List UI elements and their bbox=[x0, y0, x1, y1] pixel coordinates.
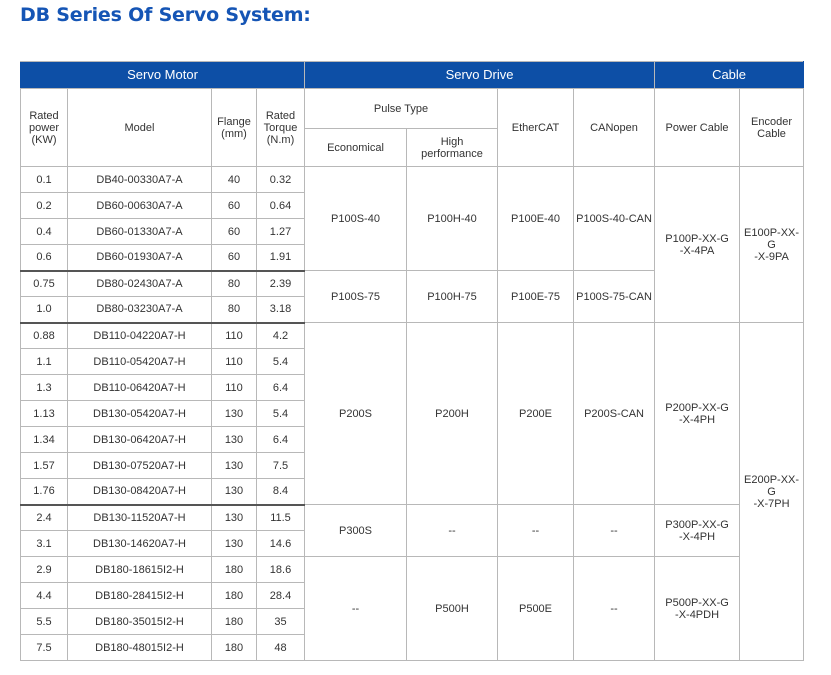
drive-ethercat-cell: P100E-40 bbox=[498, 167, 574, 271]
encoder-cable-cell: E200P-XX-G -X-7PH bbox=[740, 323, 804, 661]
flange-cell: 110 bbox=[212, 349, 257, 375]
model-cell: DB130-05420A7-H bbox=[68, 401, 212, 427]
drive-canopen-cell: P100S-75-CAN bbox=[574, 271, 655, 323]
model-cell: DB110-04220A7-H bbox=[68, 323, 212, 349]
power-cable-cell: P500P-XX-G -X-4PDH bbox=[655, 557, 740, 661]
flange-cell: 110 bbox=[212, 323, 257, 349]
col-header-model: Model bbox=[68, 89, 212, 167]
rated-power-cell: 1.57 bbox=[21, 453, 68, 479]
model-cell: DB110-05420A7-H bbox=[68, 349, 212, 375]
drive-canopen-cell: P200S-CAN bbox=[574, 323, 655, 505]
rated-power-cell: 3.1 bbox=[21, 531, 68, 557]
model-cell: DB60-01330A7-A bbox=[68, 219, 212, 245]
col-header-canopen: CANopen bbox=[574, 89, 655, 167]
rated-power-cell: 0.4 bbox=[21, 219, 68, 245]
col-header-flange: Flange (mm) bbox=[212, 89, 257, 167]
drive-high-performance-cell: -- bbox=[407, 505, 498, 557]
flange-cell: 130 bbox=[212, 505, 257, 531]
rated-power-cell: 2.4 bbox=[21, 505, 68, 531]
torque-cell: 48 bbox=[257, 635, 305, 661]
col-header-pulse-type: Pulse Type bbox=[305, 89, 498, 129]
rated-power-cell: 1.3 bbox=[21, 375, 68, 401]
drive-ethercat-cell: P100E-75 bbox=[498, 271, 574, 323]
flange-cell: 110 bbox=[212, 375, 257, 401]
rated-power-cell: 2.9 bbox=[21, 557, 68, 583]
model-cell: DB80-03230A7-A bbox=[68, 297, 212, 323]
group-header-servo-motor: Servo Motor bbox=[21, 62, 305, 89]
torque-cell: 5.4 bbox=[257, 401, 305, 427]
drive-canopen-cell: P100S-40-CAN bbox=[574, 167, 655, 271]
rated-power-cell: 1.76 bbox=[21, 479, 68, 505]
rated-power-cell: 1.34 bbox=[21, 427, 68, 453]
rated-power-cell: 5.5 bbox=[21, 609, 68, 635]
flange-cell: 130 bbox=[212, 427, 257, 453]
rated-power-cell: 0.1 bbox=[21, 167, 68, 193]
drive-canopen-cell: -- bbox=[574, 505, 655, 557]
torque-cell: 7.5 bbox=[257, 453, 305, 479]
torque-cell: 2.39 bbox=[257, 271, 305, 297]
torque-cell: 5.4 bbox=[257, 349, 305, 375]
col-header-high-performance: High performance bbox=[407, 129, 498, 167]
flange-cell: 60 bbox=[212, 219, 257, 245]
drive-high-performance-cell: P100H-40 bbox=[407, 167, 498, 271]
group-header-servo-drive: Servo Drive bbox=[305, 62, 655, 89]
table-row bbox=[21, 167, 804, 193]
flange-cell: 130 bbox=[212, 531, 257, 557]
rated-power-cell: 4.4 bbox=[21, 583, 68, 609]
flange-cell: 130 bbox=[212, 453, 257, 479]
page-title: DB Series Of Servo System: bbox=[20, 4, 311, 26]
flange-cell: 180 bbox=[212, 635, 257, 661]
flange-cell: 60 bbox=[212, 245, 257, 271]
rated-power-cell: 1.13 bbox=[21, 401, 68, 427]
rated-power-cell: 1.0 bbox=[21, 297, 68, 323]
model-cell: DB130-08420A7-H bbox=[68, 479, 212, 505]
rated-power-cell: 0.75 bbox=[21, 271, 68, 297]
drive-economical-cell: P100S-75 bbox=[305, 271, 407, 323]
model-cell: DB180-48015I2-H bbox=[68, 635, 212, 661]
drive-economical-cell: P300S bbox=[305, 505, 407, 557]
drive-high-performance-cell: P100H-75 bbox=[407, 271, 498, 323]
col-header-power-cable: Power Cable bbox=[655, 89, 740, 167]
rated-power-cell: 0.88 bbox=[21, 323, 68, 349]
power-cable-cell: P200P-XX-G -X-4PH bbox=[655, 323, 740, 505]
drive-ethercat-cell: P500E bbox=[498, 557, 574, 661]
torque-cell: 6.4 bbox=[257, 375, 305, 401]
rated-power-cell: 0.2 bbox=[21, 193, 68, 219]
flange-cell: 80 bbox=[212, 297, 257, 323]
power-cable-cell: P100P-XX-G -X-4PA bbox=[655, 167, 740, 323]
col-header-rated-power: Rated power (KW) bbox=[21, 89, 68, 167]
model-cell: DB130-06420A7-H bbox=[68, 427, 212, 453]
drive-economical-cell: P100S-40 bbox=[305, 167, 407, 271]
flange-cell: 60 bbox=[212, 193, 257, 219]
model-cell: DB60-00630A7-A bbox=[68, 193, 212, 219]
rated-power-cell: 1.1 bbox=[21, 349, 68, 375]
servo-spec-table bbox=[20, 61, 804, 661]
model-cell: DB110-06420A7-H bbox=[68, 375, 212, 401]
encoder-cable-cell: E100P-XX-G -X-9PA bbox=[740, 167, 804, 323]
flange-cell: 180 bbox=[212, 583, 257, 609]
torque-cell: 0.32 bbox=[257, 167, 305, 193]
torque-cell: 35 bbox=[257, 609, 305, 635]
drive-high-performance-cell: P200H bbox=[407, 323, 498, 505]
model-cell: DB80-02430A7-A bbox=[68, 271, 212, 297]
model-cell: DB130-07520A7-H bbox=[68, 453, 212, 479]
torque-cell: 11.5 bbox=[257, 505, 305, 531]
drive-ethercat-cell: -- bbox=[498, 505, 574, 557]
torque-cell: 28.4 bbox=[257, 583, 305, 609]
col-header-economical: Economical bbox=[305, 129, 407, 167]
torque-cell: 0.64 bbox=[257, 193, 305, 219]
drive-economical-cell: P200S bbox=[305, 323, 407, 505]
torque-cell: 1.91 bbox=[257, 245, 305, 271]
model-cell: DB180-35015I2-H bbox=[68, 609, 212, 635]
table-row bbox=[21, 505, 804, 531]
col-header-rated-torque: Rated Torque (N.m) bbox=[257, 89, 305, 167]
model-cell: DB180-18615I2-H bbox=[68, 557, 212, 583]
model-cell: DB60-01930A7-A bbox=[68, 245, 212, 271]
flange-cell: 130 bbox=[212, 479, 257, 505]
rated-power-cell: 0.6 bbox=[21, 245, 68, 271]
drive-high-performance-cell: P500H bbox=[407, 557, 498, 661]
table-row bbox=[21, 323, 804, 349]
model-cell: DB180-28415I2-H bbox=[68, 583, 212, 609]
group-header-cable: Cable bbox=[655, 62, 804, 89]
flange-cell: 130 bbox=[212, 401, 257, 427]
model-cell: DB130-11520A7-H bbox=[68, 505, 212, 531]
torque-cell: 14.6 bbox=[257, 531, 305, 557]
drive-ethercat-cell: P200E bbox=[498, 323, 574, 505]
table-row bbox=[21, 557, 804, 583]
drive-economical-cell: -- bbox=[305, 557, 407, 661]
torque-cell: 8.4 bbox=[257, 479, 305, 505]
torque-cell: 4.2 bbox=[257, 323, 305, 349]
model-cell: DB130-14620A7-H bbox=[68, 531, 212, 557]
power-cable-cell: P300P-XX-G -X-4PH bbox=[655, 505, 740, 557]
torque-cell: 18.6 bbox=[257, 557, 305, 583]
torque-cell: 3.18 bbox=[257, 297, 305, 323]
col-header-ethercat: EtherCAT bbox=[498, 89, 574, 167]
flange-cell: 180 bbox=[212, 609, 257, 635]
flange-cell: 40 bbox=[212, 167, 257, 193]
torque-cell: 1.27 bbox=[257, 219, 305, 245]
flange-cell: 80 bbox=[212, 271, 257, 297]
drive-canopen-cell: -- bbox=[574, 557, 655, 661]
model-cell: DB40-00330A7-A bbox=[68, 167, 212, 193]
col-header-encoder-cable: Encoder Cable bbox=[740, 89, 804, 167]
torque-cell: 6.4 bbox=[257, 427, 305, 453]
rated-power-cell: 7.5 bbox=[21, 635, 68, 661]
flange-cell: 180 bbox=[212, 557, 257, 583]
